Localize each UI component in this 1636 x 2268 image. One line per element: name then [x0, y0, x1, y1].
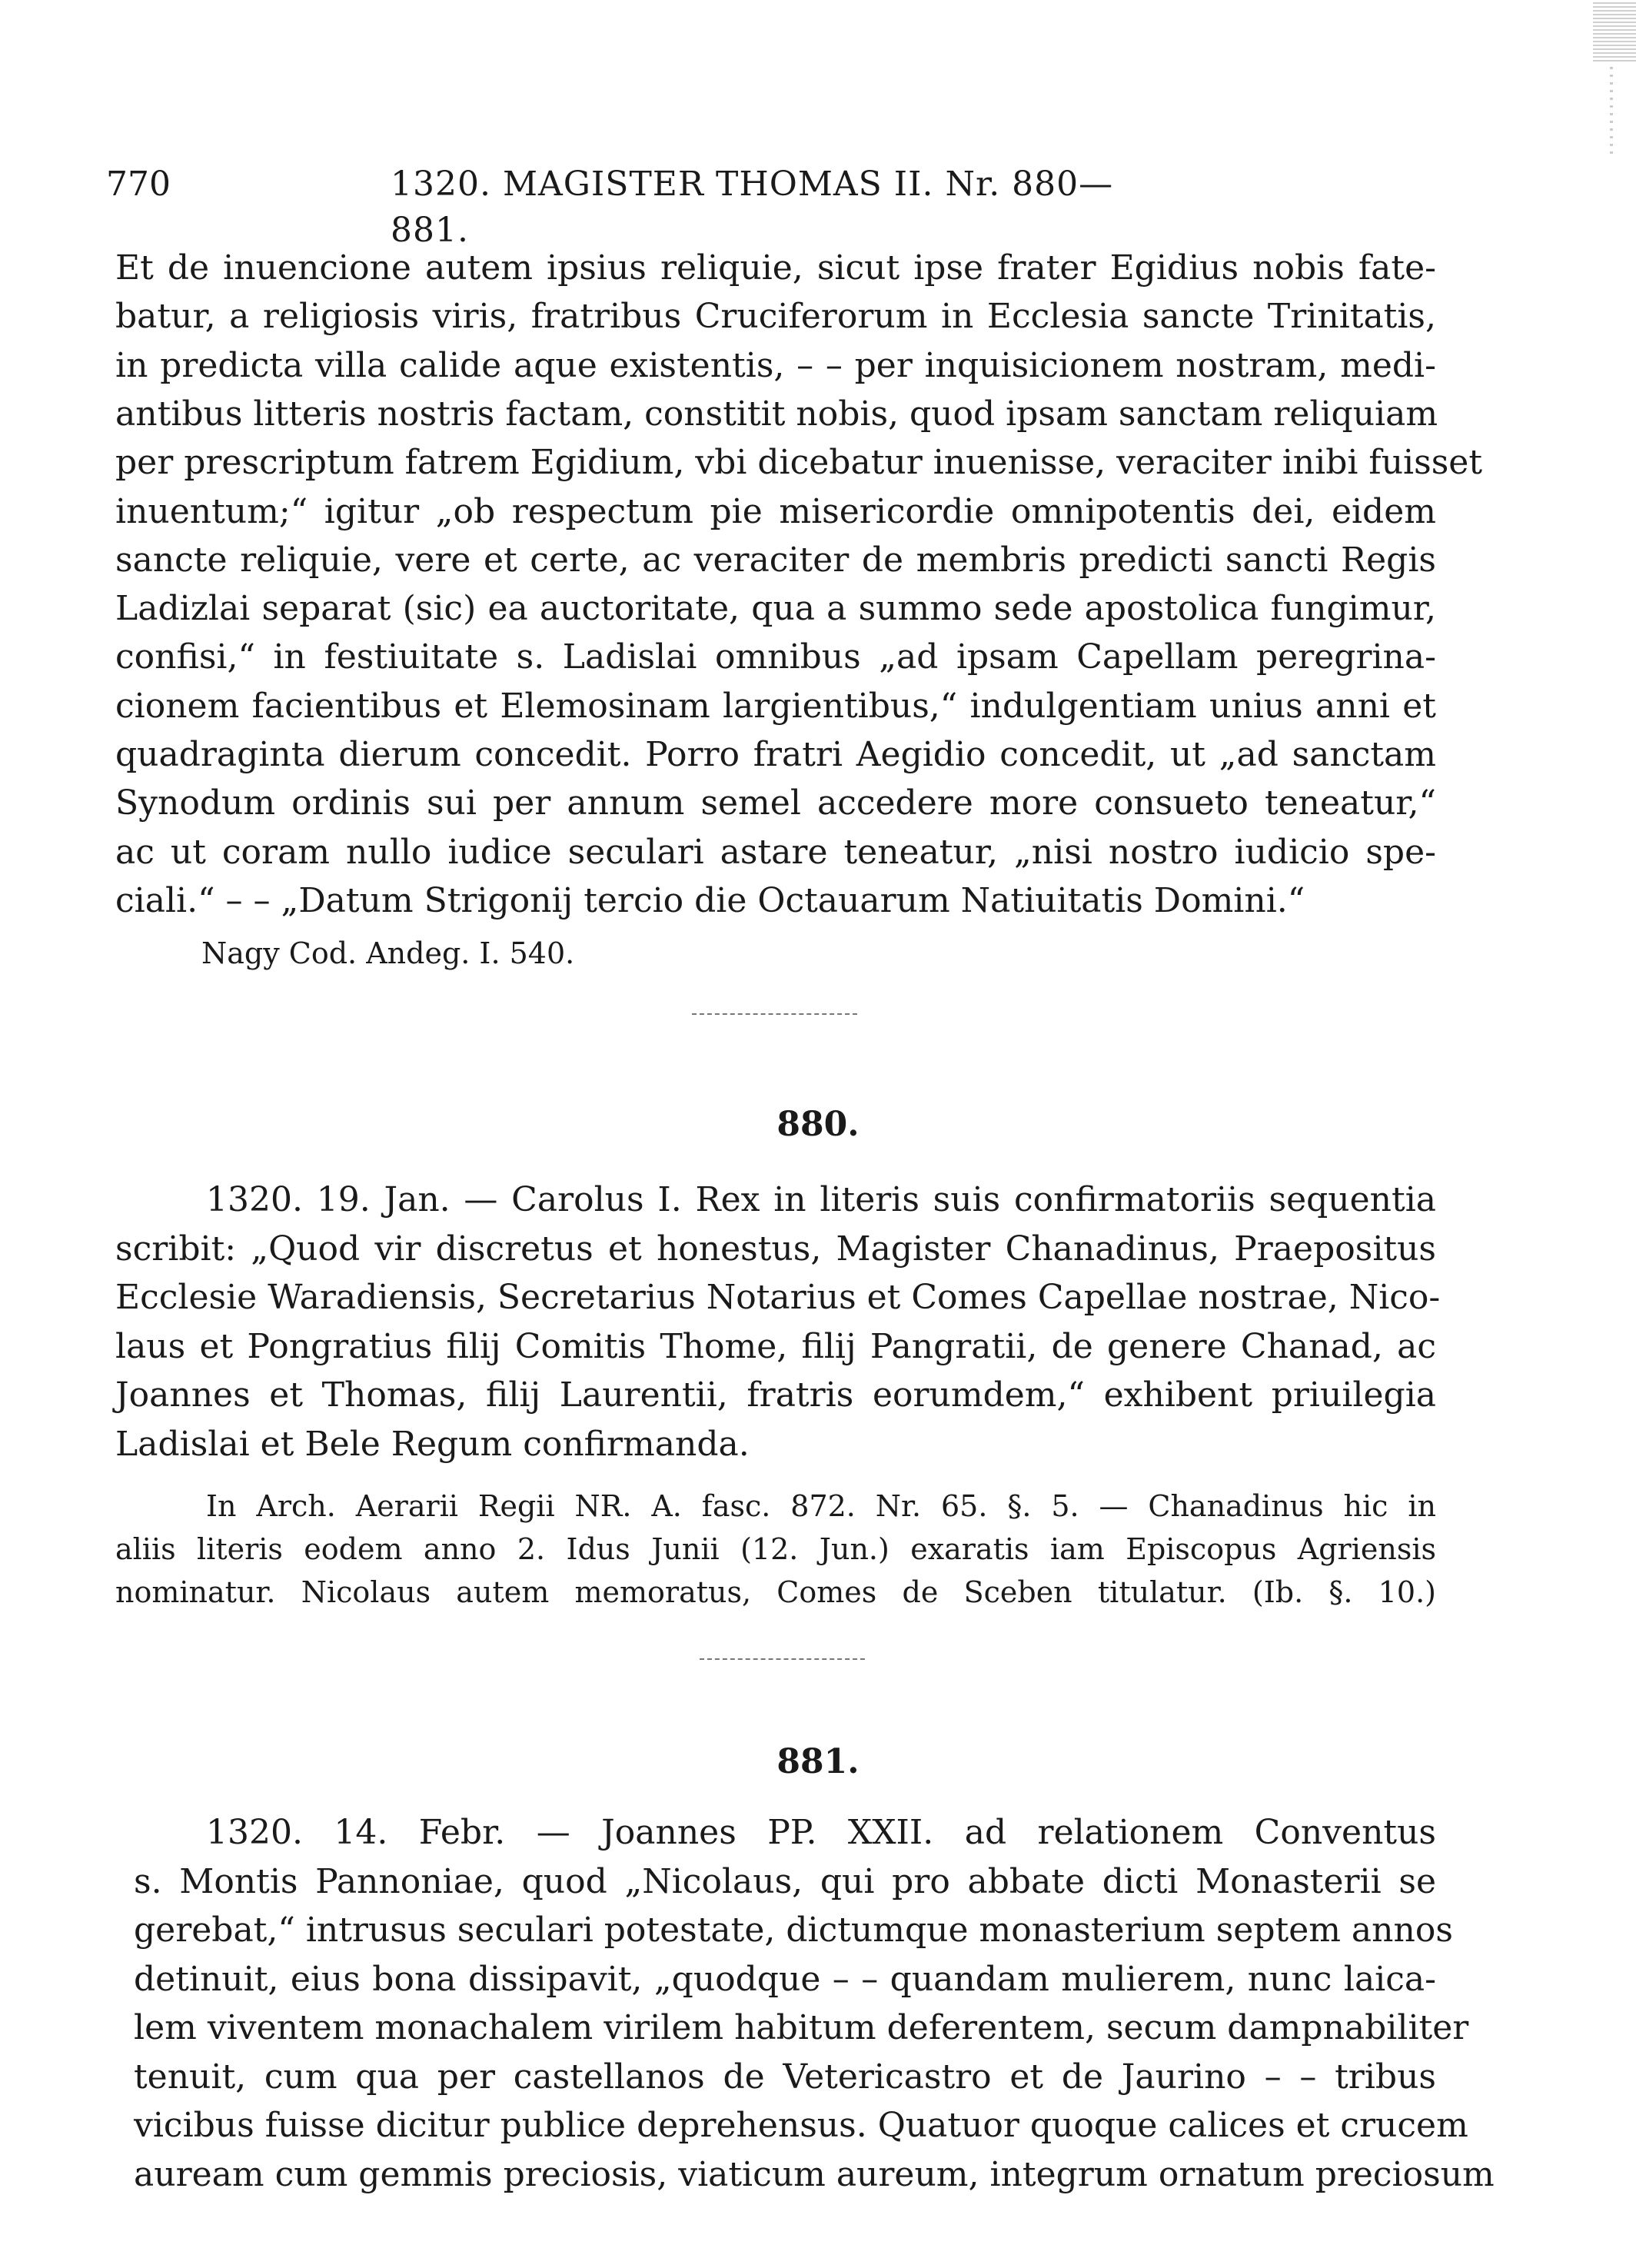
body-text-line: 1320. 14. Febr. — Joannes PP. XXII. ad relationem Conventus [206, 1813, 1436, 1852]
body-text-line: tenuit, cum qua per castellanos de Vetericastro et de Jaurino – – tribus [134, 2057, 1436, 2097]
body-text-line: 1320. 19. Jan. — Carolus I. Rex in literis suis confirmatoriis sequentia [206, 1180, 1436, 1219]
body-text-line: sancte reliquie, vere et certe, ac veraciter de membris predicti sancti Regis [115, 540, 1436, 580]
footnote-line: aliis literis eodem anno 2. Idus Junii (12. Jun.) exaratis iam Episcopus Agriensis [115, 1532, 1436, 1566]
body-text-line: detinuit, eius bona dissipavit, „quodque – – quandam mulierem, nunc laica- [134, 1959, 1436, 1999]
body-text-line: Ladizlai separat (sic) ea auctoritate, qua a summo sede apostolica fungimur, [115, 589, 1436, 629]
body-text-line: ac ut coram nullo iudice seculari astare teneatur, „nisi nostro iudicio spe- [115, 832, 1436, 872]
body-text-line: Ladislai et Bele Regum confirmanda. [115, 1424, 750, 1464]
scan-edge-mark-line [1610, 62, 1613, 154]
body-text-line: inuentum;“ igitur „ob respectum pie misericordie omnipotentis dei, eidem [115, 491, 1436, 531]
body-text-line: antibus litteris nostris factam, constitit nobis, quod ipsam sanctam reliquiam [115, 394, 1438, 434]
body-text-line: per prescriptum fatrem Egidium, vbi dicebatur inuenisse, veraciter inibi fuisset [115, 443, 1483, 483]
body-text-line: quadraginta dierum concedit. Porro fratri Aegidio concedit, ut „ad sanctam [115, 735, 1436, 774]
body-text-line: gerebat,“ intrusus seculari potestate, dictumque monasterium septem annos [134, 1911, 1453, 1950]
document-number-880: 880. [776, 1105, 860, 1144]
source-note: Nagy Cod. Andeg. I. 540. [201, 936, 575, 970]
document-number-881: 881. [776, 1742, 860, 1781]
body-text-line: lem viventem monachalem virilem habitum deferentem, secum dampnabiliter [134, 2008, 1469, 2047]
page-number: 770 [106, 165, 171, 204]
body-text-line: Ecclesie Waradiensis, Secretarius Notarius et Comes Capellae nostrae, Nico- [115, 1278, 1441, 1317]
body-text-line: confisi,“ in festiuitate s. Ladislai omnibus „ad ipsam Capellam peregrina- [115, 637, 1436, 677]
body-text-line: in predicta villa calide aque existentis, – – per inquisicionem nostram, medi- [115, 345, 1436, 385]
footnote-line: In Arch. Aerarii Regii NR. A. fasc. 872. Nr. 65. §. 5. — Chanadinus hic in [206, 1489, 1436, 1523]
scan-edge-mark [1593, 0, 1636, 62]
body-text-line: cionem facientibus et Elemosinam largientibus,“ indulgentiam unius anni et [115, 686, 1436, 726]
running-title: 1320. MAGISTER THOMAS II. Nr. 880—881. [391, 165, 1114, 250]
section-divider [692, 1013, 857, 1015]
body-text-line: Joannes et Thomas, filij Laurentii, fratris eorumdem,“ exhibent priuilegia [115, 1375, 1436, 1415]
body-text-line: ciali.“ – – „Datum Strigonij tercio die Octauarum Natiuitatis Domini.“ [115, 880, 1305, 920]
body-text-line: scribit: „Quod vir discretus et honestus, Magister Chanadinus, Praepositus [115, 1229, 1436, 1269]
body-text-line: Synodum ordinis sui per annum semel accedere more consueto teneatur,“ [115, 783, 1436, 823]
running-head [106, 161, 1167, 250]
body-text-line: Et de inuencione autem ipsius reliquie, sicut ipse frater Egidius nobis fate- [115, 248, 1436, 288]
body-text-line: batur, a religiosis viris, fratribus Cruciferorum in Ecclesia sancte Trinitatis, [115, 297, 1436, 337]
body-text-line: s. Montis Pannoniae, quod „Nicolaus, qui pro abbate dicti Monasterii se [134, 1861, 1436, 1901]
body-text-line: vicibus fuisse dicitur publice deprehensus. Quatuor quoque calices et crucem [134, 2106, 1468, 2145]
body-text-line: laus et Pongratius filij Comitis Thome, filij Pangratii, de genere Chanad, ac [115, 1326, 1436, 1366]
body-text-line: auream cum gemmis preciosis, viaticum aureum, integrum ornatum preciosum [134, 2154, 1495, 2194]
section-divider [700, 1658, 865, 1660]
footnote-line: nominatur. Nicolaus autem memoratus, Comes de Sceben titulatur. (Ib. §. 10.) [115, 1575, 1436, 1609]
